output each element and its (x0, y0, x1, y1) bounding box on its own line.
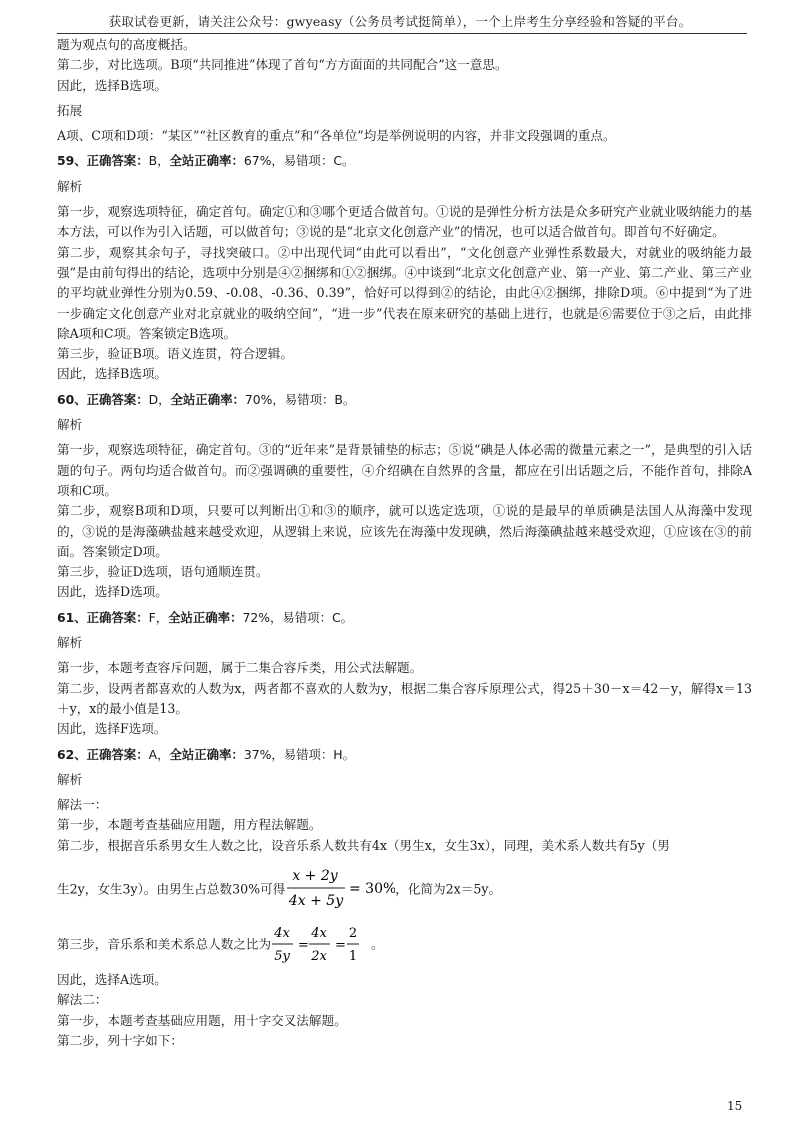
paragraph: 因此，选择D选项。 (57, 584, 168, 600)
method-label: 解法一： (57, 797, 108, 813)
rate-label: 全站正确率： (169, 153, 244, 169)
text-line: A项、C项和D项：“某区”“社区教育的重点”和“各单位”均是举例说明的内容，并非文段强调的重点。 (57, 128, 616, 144)
formula-numerator: x + 2y (292, 867, 338, 884)
analysis-label: 解析 (57, 635, 83, 651)
formula-c-num: 2 (348, 925, 358, 941)
paragraph: 第二步，观察其余句子，寻找突破口。②中出现代词“由此可以看出”，“文化创意产业弹性系数最大，对就业的吸纳能力最强”是由前句得出的结论，选项中分别是④②捆绑和①②捆绑。④中谈到“北京文化创意产业、第一产业、第二产业、第三产业的平均就业弹性分别为0.59、-0.08、-0.36、0.39”，恰好可以得到②的结论，由此④②捆绑，排除D项。⑥中提到“为了进一步确定文化创意产业对北京就业的吸纳空间”，“进一步”代表在原来研究的基础上进行，也就是⑥需要位于③之后，由此排除A项和C项。答案锁定B选项。 (57, 244, 752, 341)
paragraph: 因此，选择F选项。 (57, 721, 167, 737)
formula-rhs: = 30% (349, 880, 396, 897)
paragraph: 第一步，观察选项特征，确定首句。确定①和③哪个更适合做首句。①说的是弹性分析方法是众多研究产业就业吸纳能力的基本方法，可以作为引入话题，可以做首句；③说的是“北京文化创意产业”的情况，也可以适合做首句。即首句不好确定。 (57, 204, 752, 240)
formula-line-1 (57, 856, 752, 922)
document-body (57, 35, 752, 1051)
paragraph: 第二步，列十字如下： (57, 1032, 183, 1048)
rate-value: 72%，易错项：C。 (242, 609, 354, 625)
rate-label: 全站正确率： (168, 609, 243, 625)
method-label: 解法二： (57, 992, 108, 1008)
answer-value: A， (148, 746, 170, 762)
formula-a-num: 4x (274, 925, 290, 941)
paragraph: 第一步，本题考查容斥问题，属于二集合容斥类，用公式法解题。 (57, 660, 423, 676)
answer-line-61 (57, 608, 752, 628)
rate-value: 37%，易错项：H。 (243, 746, 356, 762)
answer-value: B， (148, 153, 170, 169)
question-number: 61、 (57, 609, 87, 625)
rate-value: 70%，易错项：B。 (244, 391, 356, 407)
analysis-label: 解析 (57, 417, 83, 433)
text-line: 题为观点句的高度概括。 (57, 37, 196, 52)
question-number: 62、 (57, 746, 87, 762)
answer-value: D， (148, 391, 171, 407)
page-number: 15 (727, 1099, 743, 1113)
paragraph: 生2y，女生3y）。由男生占总数30%可得 x + 2y 4x + 5y = 30% ，化简为2x＝5y。 (57, 860, 501, 920)
answer-line-60 (57, 390, 752, 410)
paragraph: 第三步，验证B项。语义连贯，符合逻辑。 (57, 346, 293, 362)
formula-a-den: 5y (274, 948, 290, 964)
formula-c-den: 1 (348, 948, 358, 964)
formula-eq: = (335, 937, 346, 953)
fraction-formula-ratio (271, 922, 371, 968)
rate-label: 全站正确率： (169, 746, 244, 762)
text-line: 第二步，对比选项。B项“共同推进”体现了首句“方方面面的共同配合”这一意思。 (57, 57, 508, 73)
answer-label: 正确答案： (86, 609, 149, 625)
header-rule (57, 33, 747, 34)
paragraph: 第二步，设两者都喜欢的人数为x，两者都不喜欢的人数为y，根据二集合容斥原理公式，得25＋30－x＝42－y，解得x＝13＋y，x的最小值是13。 (57, 680, 752, 716)
answer-line-62 (57, 745, 752, 765)
answer-label: 正确答案： (86, 746, 149, 762)
rate-value: 67%，易错项：C。 (243, 153, 355, 169)
rate-label: 全站正确率： (170, 391, 245, 407)
fraction-formula-30pct (285, 860, 395, 920)
paragraph: 第三步，验证D选项，语句通顺连贯。 (57, 564, 269, 580)
section-title: 拓展 (57, 102, 83, 118)
paragraph: 第二步，观察B项和D项，只要可以判断出①和③的顺序，就可以选定选项，①说的是最早的单质碘是法国人从海藻中发现的，③说的是海藻碘盐越来越受欢迎，从逻辑上来说，应该先在海藻中发现碘，然后海藻碘盐越来越受欢迎，①应该在③的前面。答案锁定D项。 (57, 503, 752, 559)
page-header: 获取试卷更新，请关注公众号：gwyeasy（公务员考试挺简单），一个上岸考生分享经验和答疑的平台。 (108, 14, 692, 29)
paragraph: 第一步，本题考查基础应用题，用方程法解题。 (57, 817, 322, 833)
formula-eq: = (298, 937, 309, 953)
answer-value: F， (148, 609, 169, 625)
text-line: 因此，选择B选项。 (57, 77, 168, 93)
paragraph: 第一步，本题考查基础应用题，用十字交叉法解题。 (57, 1012, 347, 1028)
paragraph: 第二步，根据音乐系男女生人数之比，设音乐系人数共有4x（男生x，女生3x），同理，美术系人数共有5y（男 (57, 837, 670, 853)
paragraph: 第三步，音乐系和美术系总人数之比为 4x 5y = 4x 2x = 2 1 。 (57, 922, 384, 968)
formula-b-num: 4x (311, 925, 327, 941)
answer-label: 正确答案： (86, 153, 149, 169)
formula-b-den: 2x (311, 948, 327, 964)
analysis-label: 解析 (57, 771, 83, 787)
formula-denominator: 4x + 5y (289, 892, 344, 909)
paragraph: 因此，选择A选项。 (57, 971, 167, 987)
question-number: 60、 (57, 391, 87, 407)
question-number: 59、 (57, 153, 87, 169)
formula-line-2 (57, 922, 752, 970)
paragraph: 因此，选择B选项。 (57, 366, 168, 382)
answer-line-59 (57, 151, 752, 171)
answer-label: 正确答案： (86, 391, 149, 407)
paragraph: 第一步，观察选项特征，确定首句。③的“近年来”是背景铺垫的标志；⑤说“碘是人体必需的微量元素之一”，是典型的引入话题的句子。两句均适合做首句。而②强调碘的重要性，④介绍碘在自然界的含量，都应在引出话题之后，不能作首句，排除A项和C项。 (57, 442, 752, 498)
analysis-label: 解析 (57, 178, 83, 194)
